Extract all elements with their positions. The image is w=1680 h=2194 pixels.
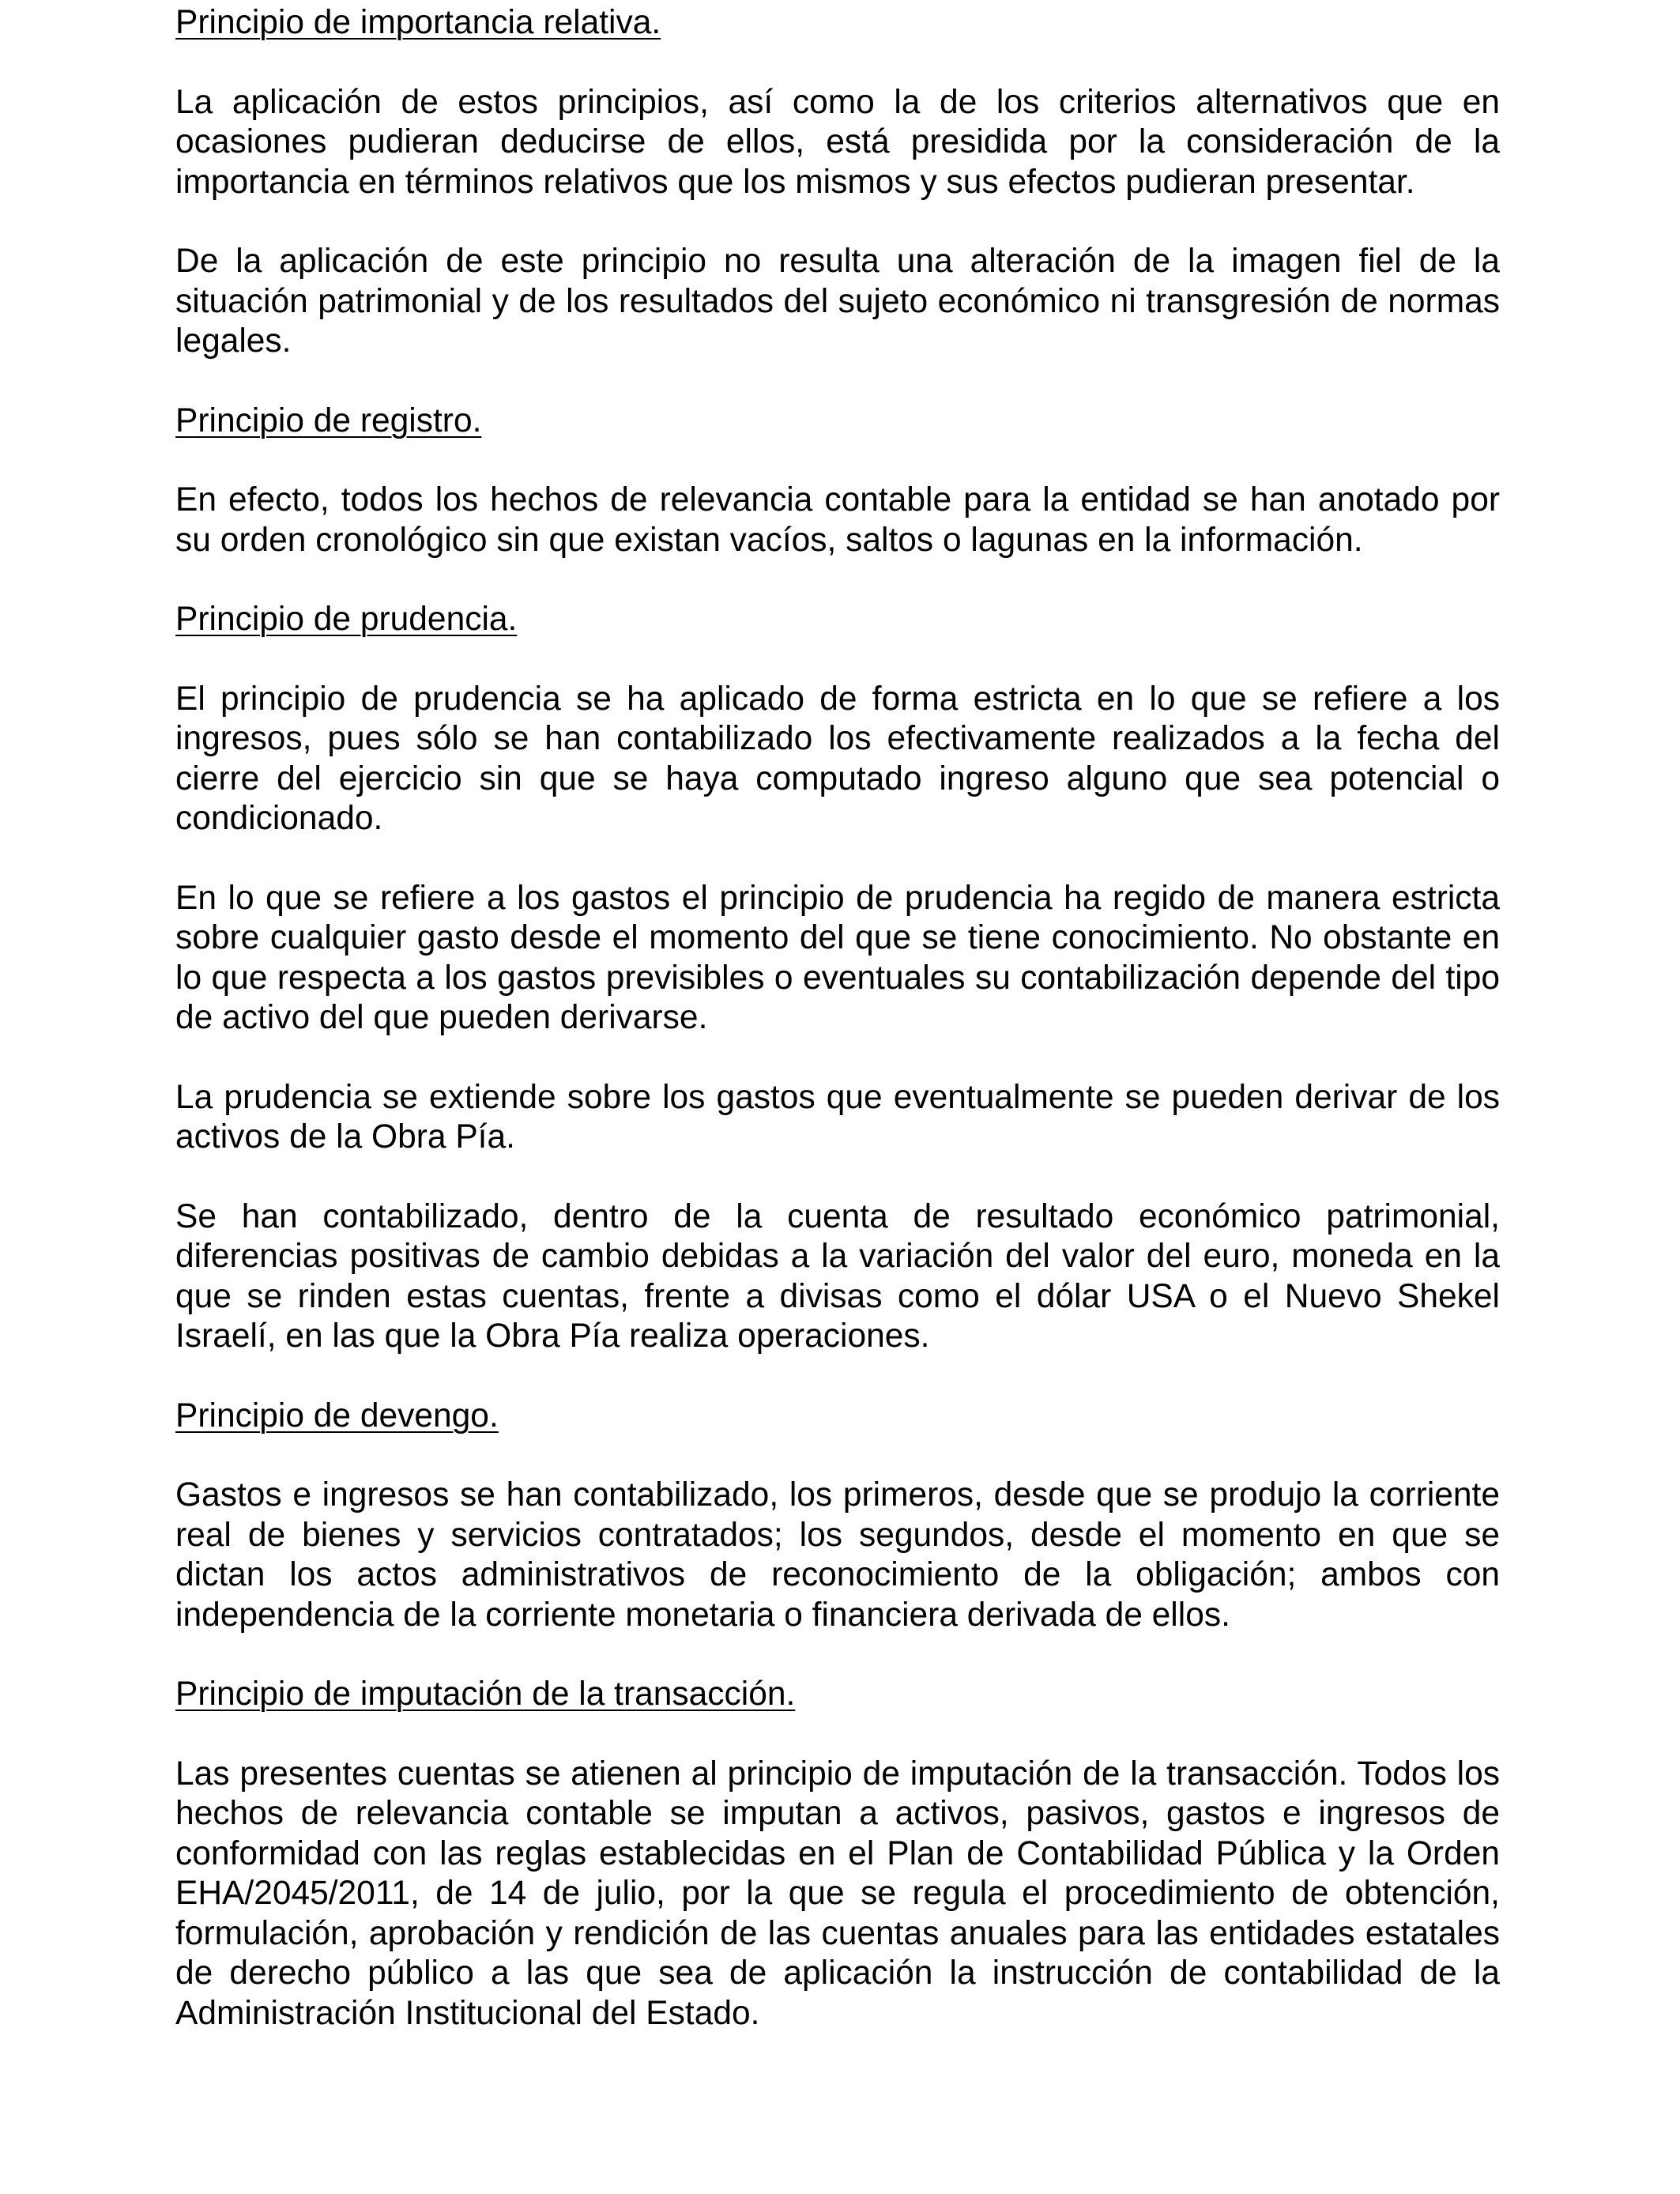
paragraph: En lo que se refiere a los gastos el principio de prudencia ha regido de manera estricta sobre cualquier gasto desde el momento del que se tiene conocimiento. No obstante en lo que respecta a los gastos previsibles o eventuales su contabilización depende del tipo de activo del que pueden derivarse. bbox=[175, 879, 1500, 1036]
paragraph: El principio de prudencia se ha aplicado de forma estricta en lo que se refiere a los ingresos, pues sólo se han contabilizado los efectivamente realizados a la fecha del cierre del ejercicio sin que se haya computado ingreso alguno que sea potencial o condicionado. bbox=[175, 680, 1500, 837]
section-registro bbox=[175, 401, 1500, 561]
section-imputacion-transaccion bbox=[175, 1675, 1500, 2034]
paragraph: De la aplicación de este principio no resulta una alteración de la imagen fiel de la situación patrimonial y de los resultados del sujeto económico ni transgresión de normas legales. bbox=[175, 243, 1500, 360]
paragraph: Las presentes cuentas se atienen al principio de imputación de la transacción. Todos los hechos de relevancia contable se imputan a activos, pasivos, gastos e ingresos de conformidad con las reglas establecidas en el Plan de Contabilidad Pública y la Orden EHA/2045/2011, de 14 de julio, por la que se regula el procedimiento de obtención, formulación, aprobación y rendición de las cuentas anuales para las entidades estatales de derecho público a las que sea de aplicación la instrucción de contabilidad de la Administración Institucional del Estado. bbox=[175, 1755, 1500, 2032]
section-heading: Principio de importancia relativa. bbox=[175, 4, 661, 41]
section-heading: Principio de prudencia. bbox=[175, 601, 518, 638]
paragraph: La aplicación de estos principios, así como la de los criterios alternativos que en ocasiones pudieran deducirse de ellos, está presidida por la consideración de la importancia en términos relativos que los mismos y sus efectos pudieran presentar. bbox=[175, 83, 1500, 201]
section-importancia-relativa bbox=[175, 3, 1500, 362]
paragraph: Gastos e ingresos se han contabilizado, los primeros, desde que se produjo la corriente real de bienes y servicios contratados; los segundos, desde el momento en que se dictan los actos administrativos de reconocimiento de la obligación; ambos con independencia de la corriente monetaria o financiera derivada de ellos. bbox=[175, 1476, 1500, 1634]
paragraph: En efecto, todos los hechos de relevancia contable para la entidad se han anotado por su orden cronológico sin que existan vacíos, saltos o lagunas en la información. bbox=[175, 481, 1500, 559]
section-devengo bbox=[175, 1397, 1500, 1636]
section-prudencia bbox=[175, 600, 1500, 1357]
section-heading: Principio de registro. bbox=[175, 401, 482, 439]
section-heading: Principio de imputación de la transacción. bbox=[175, 1676, 796, 1713]
paragraph: Se han contabilizado, dentro de la cuenta de resultado económico patrimonial, diferencias positivas de cambio debidas a la variación del valor del euro, moneda en la que se rinden estas cuentas, frente a divisas como el dólar USA o el Nuevo Shekel Israelí, en las que la Obra Pía realiza operaciones. bbox=[175, 1197, 1500, 1355]
document-page bbox=[175, 3, 1500, 2073]
paragraph: La prudencia se extiende sobre los gastos que eventualmente se pueden derivar de los activos de la Obra Pía. bbox=[175, 1078, 1500, 1155]
section-heading: Principio de devengo. bbox=[175, 1397, 499, 1434]
